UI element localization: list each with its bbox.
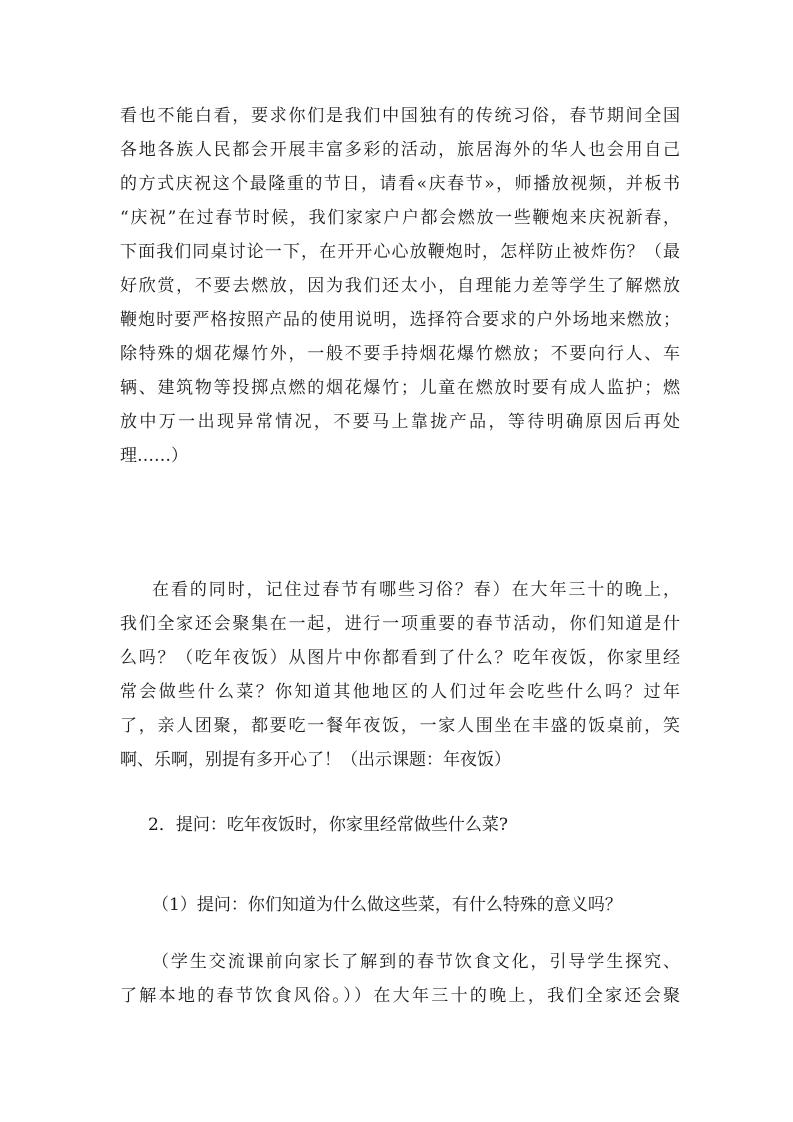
paragraph-2 <box>120 573 680 777</box>
paragraph-line: 么吗？（吃年夜饭）从图片中你都看到了什么？吃年夜饭，你家里经 <box>120 648 680 668</box>
paragraph-line: 的方式庆祝这个最隆重的节日，请看«庆春节»，师播放视频，并板书 <box>120 174 680 194</box>
paragraph-line: 在看的同时，记住过春节有哪些习俗？春）在大年三十的晚上， <box>152 580 680 600</box>
paragraph-line: 啊、乐啊，别提有多开心了！（出示课题：年夜饭） <box>120 750 511 770</box>
list-item-2 <box>120 808 680 842</box>
paragraph-line: 辆、建筑物等投掷点燃的烟花爆竹；儿童在燃放时要有成人监护；燃 <box>120 378 680 398</box>
paragraph-line: 除特殊的烟花爆竹外，一般不要手持烟花爆竹燃放；不要向行人、车 <box>120 344 680 364</box>
paragraph-line: 了解本地的春节饮食风俗。））在大年三十的晚上，我们全家还会聚 <box>120 986 680 1006</box>
paragraph-line: “庆祝”在过春节时候，我们家家户户都会燃放一些鞭炮来庆祝新春， <box>120 208 680 228</box>
list-item-text: （1）提问：你们知道为什么做这些菜，有什么特殊的意义吗？ <box>152 895 622 915</box>
list-item-text: 2．提问：吃年夜饭时，你家里经常做些什么菜? <box>148 815 508 835</box>
paragraph-line: 好欣赏，不要去燃放，因为我们还太小，自理能力差等学生了解燃放 <box>120 276 680 296</box>
paragraph-line: 看也不能白看，要求你们是我们中国独有的传统习俗，春节期间全国 <box>120 106 680 126</box>
paragraph-line: 各地各族人民都会开展丰富多彩的活动，旅居海外的华人也会用自己 <box>120 140 680 160</box>
paragraph-line: 理……） <box>120 446 188 466</box>
list-item-2-1 <box>120 888 680 922</box>
paragraph-line: 下面我们同桌讨论一下，在开开心心放鞭炮时，怎样防止被炸伤？（最 <box>120 242 680 262</box>
paragraph-line: 鞭炮时要严格按照产品的使用说明，选择符合要求的户外场地来燃放； <box>120 310 680 330</box>
paragraph-line: 放中万一出现异常情况，不要马上靠拢产品，等待明确原因后再处 <box>120 412 680 432</box>
paragraph-3 <box>120 945 680 1013</box>
paragraph-line: 了，亲人团聚，都要吃一餐年夜饭，一家人围坐在丰盛的饭桌前，笑 <box>120 716 680 736</box>
paragraph-line: 常会做些什么菜？你知道其他地区的人们过年会吃些什么吗？过年 <box>120 682 680 702</box>
paragraph-line: （学生交流课前向家长了解到的春节饮食文化，引导学生探究、 <box>152 952 680 972</box>
paragraph-1 <box>120 99 680 473</box>
paragraph-line: 我们全家还会聚集在一起，进行一项重要的春节活动，你们知道是什 <box>120 614 680 634</box>
